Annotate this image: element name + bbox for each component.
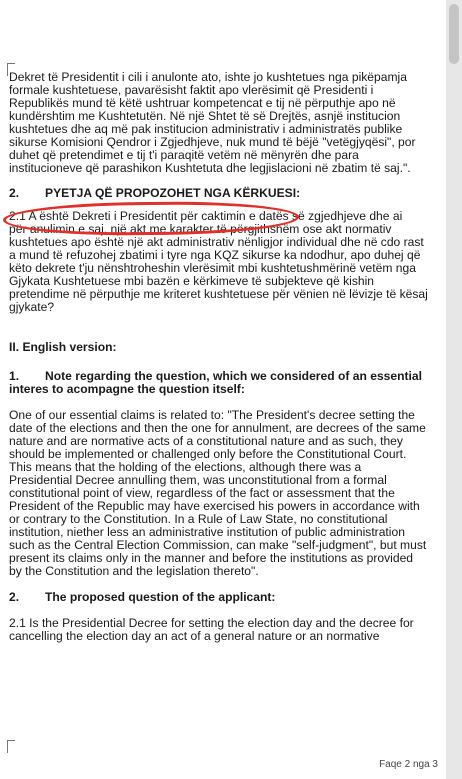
english-question-number: 2. (9, 590, 20, 604)
document-content (9, 71, 443, 643)
english-note-line-2: interes to acompagne the question itself: (9, 382, 245, 396)
english-line: such as the Central Election Commission, can make "self-judgment", but must (9, 539, 427, 552)
english-question-line: cancelling the election day an act of a general nature or an normative (9, 630, 380, 643)
english-question-heading (9, 591, 443, 604)
scrollbar-thumb[interactable] (449, 4, 459, 64)
section2-line: kushtetues apo është një akt administrativ nënligjor individual dhe në cdo rast (9, 236, 424, 249)
section2-line: Gjykata Kushtetuese mbi bazën e kërkimeve të subjekteve që kishin (9, 275, 375, 288)
section1-line: sikurse Komisioni Qendror i Zgjedhjeve, nuk mund të bëjë "vetëgjyqësi", por (9, 136, 416, 149)
scrollbar[interactable] (446, 0, 462, 779)
bottom-corner-mark (7, 740, 15, 753)
english-line: institution, niether less an administrative institution of public administration (9, 526, 405, 539)
section2-line: për anulimin e saj, një akt me karakter të përgjithshëm ose akt normativ (9, 223, 392, 236)
english-line: nature and are normative acts of a constitutional nature and as such, they (9, 435, 403, 448)
english-line: President of the Republic may have exercised his powers in accordance with (9, 500, 420, 513)
section1-line: kundërshtim me Kushtetutën. Në një Shtet të së Drejtës, asnjë institucion (9, 110, 401, 123)
english-line: should be implemented or challenged only before the Constitutional Court. (9, 448, 407, 461)
english-line: present its claims only in the manner and before the institutions as provided (9, 552, 414, 565)
section1-line: kushtetues dhe aq më pak institucion administrativ i administratës publike (9, 123, 403, 136)
english-question-title: The proposed question of the applicant: (45, 590, 276, 604)
english-question-paragraph (9, 617, 443, 643)
english-line: Presidential Decree annulling them, was unconstitutional from a formal (9, 474, 387, 487)
section2-line: pretendime në përputhje me kriteret kushtetuese për vënien në lëvizje të kësaj (9, 288, 428, 301)
english-line: One of our essential claims is related to: "The President's decree setting the (9, 409, 415, 422)
section2-line: këto dekrete t'ju nënshtroheshin vlerësimit mbi kushtetushmërinë vetëm nga (9, 262, 416, 275)
english-line: by the Constitution and the legislation thereto". (9, 565, 259, 578)
section2-heading (9, 187, 443, 200)
page-footer: Faqe 2 nga 3 (379, 759, 438, 770)
english-line: constitutional point of view, regardless of the fact or assessment that the (9, 487, 395, 500)
english-line: or contrary to the Constitution. In a Rule of Law State, no constitutional (9, 513, 388, 526)
english-note-line-1: Note regarding the question, which we considered of an essential (45, 369, 422, 383)
section1-line: duhet që pretendimet e tij t'i paraqitë vetëm në mënyrën dhe para (9, 149, 359, 162)
english-note-heading (9, 370, 443, 396)
section1-paragraph (9, 71, 443, 175)
english-paragraph (9, 409, 443, 578)
section1-line: Republikës mund të këtë ushtruar kompetencat e tij në përputhje apo në (9, 97, 396, 110)
section1-line: Dekret të Presidentit i cili i anulonte ato, ishte jo kushtetues nga pikëpamja (9, 71, 407, 84)
english-version-heading: II. English version: (9, 340, 117, 354)
section1-line: formale kushtetuese, pavarësisht faktit apo vlerësimit që Presidenti i (9, 84, 374, 97)
english-question-line: 2.1 Is the Presidential Decree for setting the election day and the decree for (9, 617, 414, 630)
english-line: date of the elections and then the one for annulment, are decrees of the same (9, 422, 426, 435)
section2-line: 2.1 A është Dekreti i Presidentit për caktimin e datës së zgjedhjeve dhe ai (9, 210, 403, 223)
english-note-number: 1. (9, 369, 20, 383)
section1-line: institucioneve që parashikon Kushtetuta dhe legjislacioni në zbatim të saj.". (9, 162, 411, 175)
section2-line: a mund të refuzohej zbatimi i tyre nga KQZ sikurse ka ndodhur, apo duhej që (9, 249, 421, 262)
section2-title: PYETJA QË PROPOZOHET NGA KËRKUESI: (45, 186, 301, 200)
english-line: This means that the holding of the elections, although there was a (9, 461, 362, 474)
section2-number: 2. (9, 186, 20, 200)
section2-line: gjykate? (9, 301, 55, 314)
